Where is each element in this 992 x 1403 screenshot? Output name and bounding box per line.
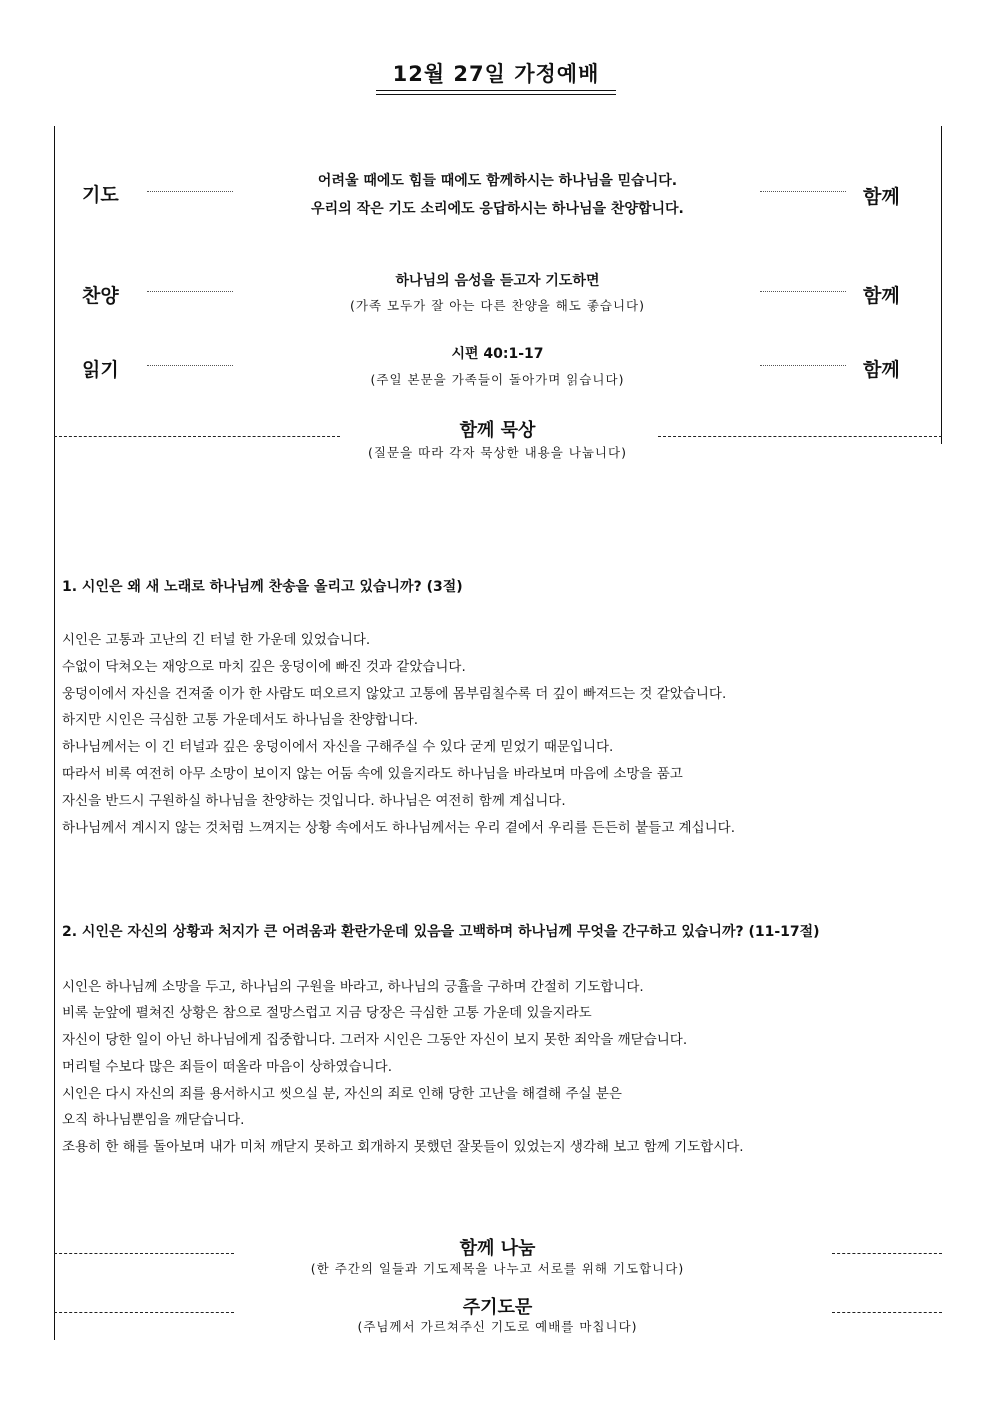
reading-passage: 시편 40:1-17 <box>451 346 544 362</box>
answer-2-line: 시인은 하나님께 소망을 두고, 하나님의 구원을 바라고, 하나님의 긍휼을 구하며 간절히 기도합니다. <box>62 979 644 995</box>
answer-1-line: 자신을 반드시 구원하실 하나님을 찬양하는 것입니다. 하나님은 여전히 함께 계십니다. <box>62 793 566 809</box>
answer-1-line: 수없이 닥쳐오는 재앙으로 마치 깊은 웅덩이에 빠진 것과 같았습니다. <box>62 659 466 675</box>
answer-1-line: 웅덩이에서 자신을 건져줄 이가 한 사람도 떠오르지 않았고 고통에 몸부림칠수록 더 깊이 빠져드는 것 같았습니다. <box>62 686 727 702</box>
reading-note: (주일 본문을 가족들이 돌아가며 읽습니다) <box>370 372 625 387</box>
section-divider-left <box>54 1312 234 1313</box>
order-who-prayer: 함께 <box>863 186 900 208</box>
answer-2-line: 오직 하나님뿐임을 깨닫습니다. <box>62 1112 245 1128</box>
title-underline-top <box>376 90 616 91</box>
sharing-title: 함께 나눔 <box>459 1238 536 1259</box>
lords-prayer-title: 주기도문 <box>462 1297 533 1318</box>
page-title: 12월 27일 가정예배 <box>392 62 600 86</box>
prayer-line-2: 우리의 작은 기도 소리에도 응답하시는 하나님을 찬양합니다. <box>311 201 684 217</box>
answer-1-line: 하나님께서 계시지 않는 것처럼 느껴지는 상황 속에서도 하나님께서는 우리 곁에서 우리를 든든히 붙들고 계십니다. <box>62 820 736 836</box>
answer-2-line: 시인은 다시 자신의 죄를 용서하시고 씻으실 분, 자신의 죄로 인해 당한 고난을 해결해 주실 분은 <box>62 1086 622 1102</box>
prayer-line-1: 어려울 때에도 힘들 때에도 함께하시는 하나님을 믿습니다. <box>317 173 678 189</box>
answer-2-line: 자신이 당한 일이 아닌 하나님에게 집중합니다. 그러자 시인은 그동안 자신이 보지 못한 죄악을 깨닫습니다. <box>62 1032 688 1048</box>
leader-dots <box>147 365 233 366</box>
answer-2-line: 조용히 한 해를 돌아보며 내가 미처 깨닫지 못하고 회개하지 못했던 잘못들이 있었는지 생각해 보고 함께 기도합시다. <box>62 1139 744 1155</box>
frame-left-border <box>54 126 55 1340</box>
answer-1-line: 하지만 시인은 극심한 고통 가운데서도 하나님을 찬양합니다. <box>62 712 419 728</box>
section-divider-right <box>832 1312 942 1313</box>
lords-prayer-note: (주님께서 가르쳐주신 기도로 예배를 마칩니다) <box>357 1319 638 1334</box>
meditation-note: (질문을 따라 각자 묵상한 내용을 나눕니다) <box>368 445 627 460</box>
order-who-reading: 함께 <box>863 359 900 381</box>
question-1: 1. 시인은 왜 새 노래로 하나님께 찬송을 올리고 있습니까? (3절) <box>62 579 463 595</box>
sharing-note: (한 주간의 일들과 기도제목을 나누고 서로를 위해 기도합니다) <box>310 1261 685 1276</box>
section-divider-left <box>54 1253 234 1254</box>
answer-1-line: 하나님께서는 이 긴 터널과 깊은 웅덩이에서 자신을 구해주실 수 있다 굳게 믿었기 때문입니다. <box>62 739 614 755</box>
order-label-hymn: 찬양 <box>82 285 119 307</box>
section-divider-right <box>832 1253 942 1254</box>
meditation-title: 함께 묵상 <box>459 420 536 441</box>
leader-dots <box>147 191 233 192</box>
answer-1-line: 시인은 고통과 고난의 긴 터널 한 가운데 있었습니다. <box>62 632 371 648</box>
leader-dots <box>760 191 846 192</box>
title-underline-bottom <box>376 94 616 95</box>
answer-2-line: 머리털 수보다 많은 죄들이 떠올라 마음이 상하였습니다. <box>62 1059 392 1075</box>
hymn-note: (가족 모두가 잘 아는 다른 찬양을 해도 좋습니다) <box>350 298 645 313</box>
leader-dots <box>147 291 233 292</box>
question-2: 2. 시인은 자신의 상황과 처지가 큰 어려움과 환란가운데 있음을 고백하며 하나님께 무엇을 간구하고 있습니까? (11-17절) <box>62 924 820 940</box>
answer-1-line: 따라서 비록 여전히 아무 소망이 보이지 않는 어둠 속에 있을지라도 하나님을 바라보며 마음에 소망을 품고 <box>62 766 683 782</box>
answer-2-line: 비록 눈앞에 펼쳐진 상황은 참으로 절망스럽고 지금 당장은 극심한 고통 가운데 있을지라도 <box>62 1005 592 1021</box>
leader-dots <box>760 291 846 292</box>
order-label-reading: 읽기 <box>82 359 119 381</box>
section-divider-left <box>54 436 340 437</box>
hymn-title: 하나님의 음성을 듣고자 기도하면 <box>395 273 600 289</box>
frame-right-border <box>941 126 942 444</box>
section-divider-right <box>658 436 942 437</box>
leader-dots <box>760 365 846 366</box>
order-who-hymn: 함께 <box>863 285 900 307</box>
order-label-prayer: 기도 <box>82 184 119 206</box>
